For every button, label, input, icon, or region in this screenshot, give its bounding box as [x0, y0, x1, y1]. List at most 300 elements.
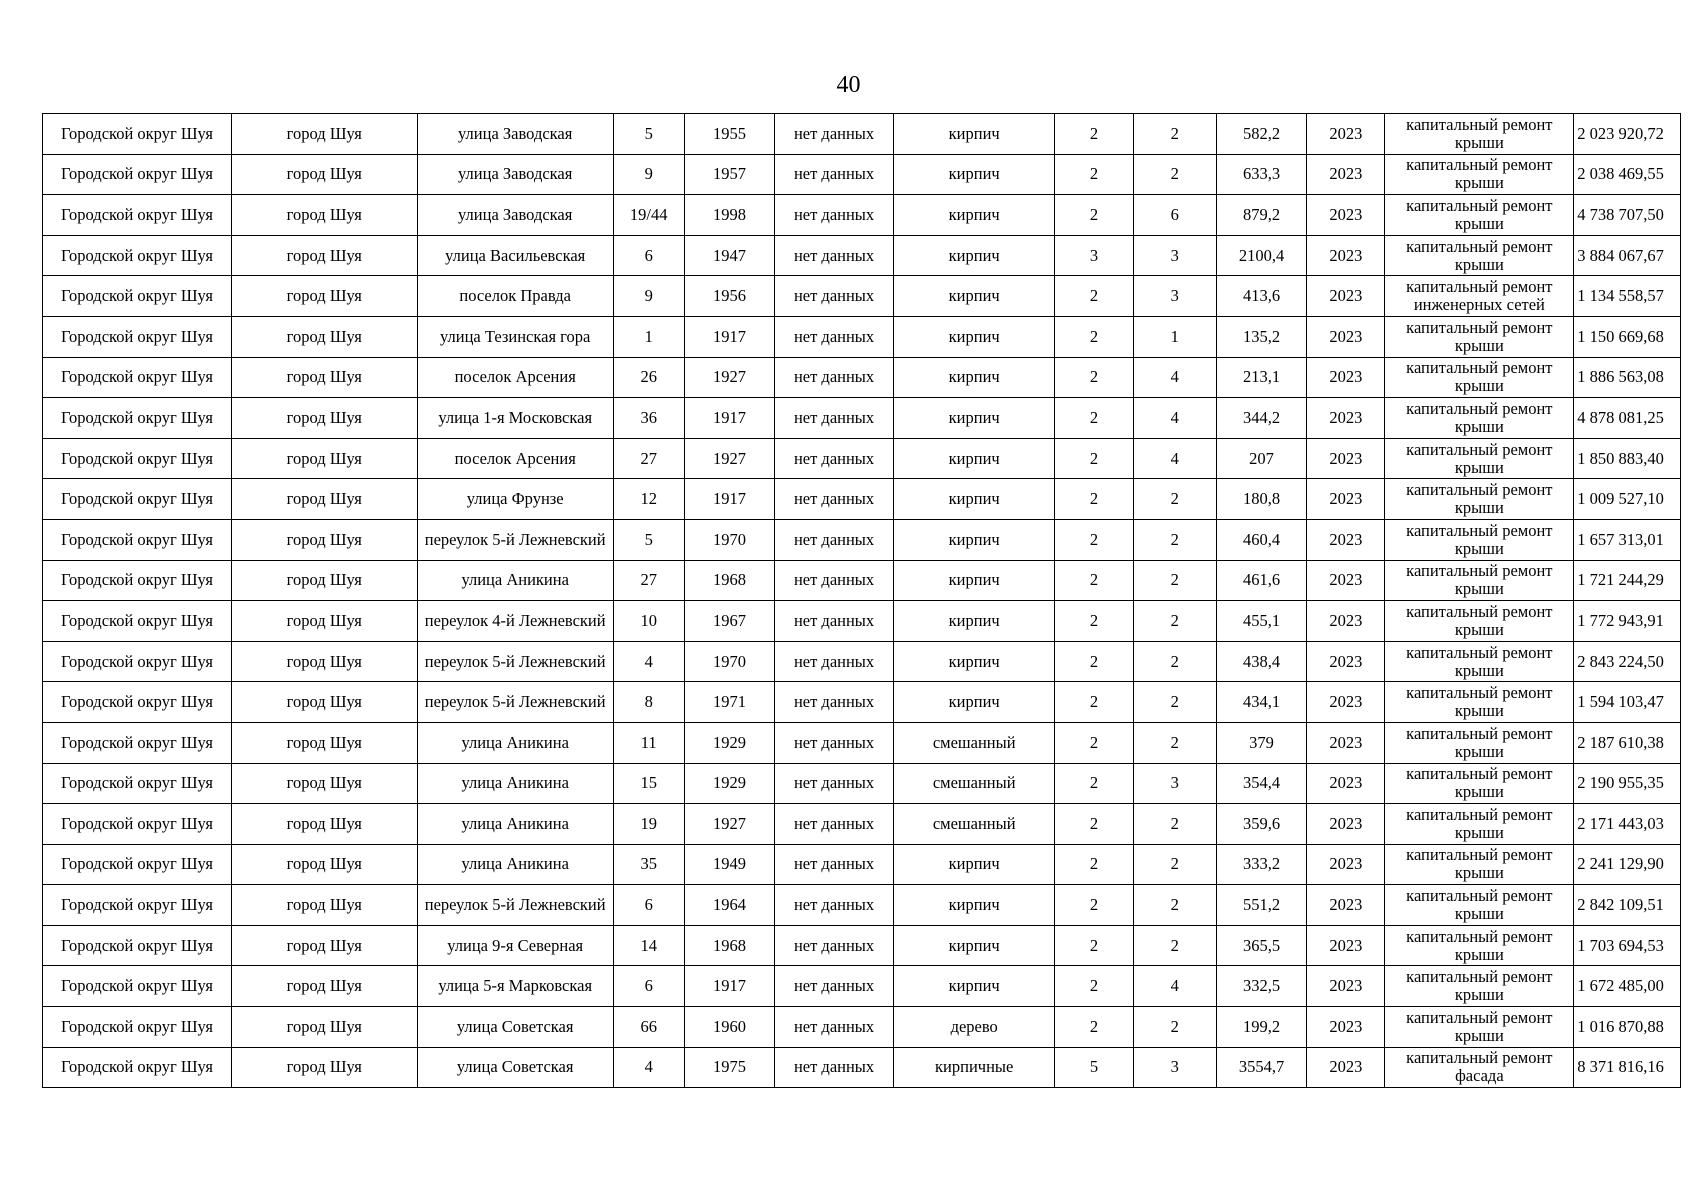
build-year-cell: 1917 — [684, 316, 774, 357]
district-cell: Городской округ Шуя — [43, 398, 232, 439]
locality-cell: город Шуя — [231, 154, 417, 195]
build-year-cell: 1971 — [684, 682, 774, 723]
build-year-cell: 1970 — [684, 519, 774, 560]
work-type-cell: капитальный ремонт крыши — [1385, 114, 1574, 155]
plan-year-cell: 2023 — [1307, 925, 1385, 966]
locality-cell: город Шуя — [231, 966, 417, 1007]
info-cell: нет данных — [775, 966, 894, 1007]
cost-cell: 1 703 694,53 — [1574, 925, 1681, 966]
house-number-cell: 5 — [613, 519, 684, 560]
street-cell: улица Советская — [417, 1007, 613, 1048]
table-row — [43, 438, 1681, 479]
entrances-cell: 2 — [1133, 479, 1216, 520]
table-row — [43, 844, 1681, 885]
cost-cell: 4 878 081,25 — [1574, 398, 1681, 439]
work-type-cell: капитальный ремонт крыши — [1385, 398, 1574, 439]
table-row — [43, 641, 1681, 682]
floors-cell: 2 — [1055, 885, 1133, 926]
house-number-cell: 8 — [613, 682, 684, 723]
wall-material-cell: кирпич — [893, 398, 1054, 439]
build-year-cell: 1929 — [684, 722, 774, 763]
street-cell: улица 9-я Северная — [417, 925, 613, 966]
plan-year-cell: 2023 — [1307, 519, 1385, 560]
locality-cell: город Шуя — [231, 479, 417, 520]
wall-material-cell: кирпич — [893, 641, 1054, 682]
table-row — [43, 601, 1681, 642]
locality-cell: город Шуя — [231, 804, 417, 845]
district-cell: Городской округ Шуя — [43, 844, 232, 885]
house-number-cell: 6 — [613, 235, 684, 276]
area-cell: 413,6 — [1216, 276, 1306, 317]
area-cell: 438,4 — [1216, 641, 1306, 682]
locality-cell: город Шуя — [231, 316, 417, 357]
plan-year-cell: 2023 — [1307, 1007, 1385, 1048]
floors-cell: 2 — [1055, 195, 1133, 236]
district-cell: Городской округ Шуя — [43, 885, 232, 926]
locality-cell: город Шуя — [231, 357, 417, 398]
wall-material-cell: кирпич — [893, 966, 1054, 1007]
street-cell: поселок Правда — [417, 276, 613, 317]
wall-material-cell: смешанный — [893, 763, 1054, 804]
housing-repair-table — [42, 113, 1681, 1088]
locality-cell: город Шуя — [231, 114, 417, 155]
entrances-cell: 2 — [1133, 804, 1216, 845]
cost-cell: 2 171 443,03 — [1574, 804, 1681, 845]
locality-cell: город Шуя — [231, 601, 417, 642]
build-year-cell: 1957 — [684, 154, 774, 195]
entrances-cell: 2 — [1133, 519, 1216, 560]
plan-year-cell: 2023 — [1307, 235, 1385, 276]
floors-cell: 5 — [1055, 1047, 1133, 1088]
street-cell: переулок 5-й Лежневский — [417, 682, 613, 723]
build-year-cell: 1968 — [684, 560, 774, 601]
house-number-cell: 27 — [613, 438, 684, 479]
entrances-cell: 2 — [1133, 601, 1216, 642]
floors-cell: 2 — [1055, 357, 1133, 398]
wall-material-cell: кирпич — [893, 195, 1054, 236]
entrances-cell: 3 — [1133, 1047, 1216, 1088]
area-cell: 199,2 — [1216, 1007, 1306, 1048]
locality-cell: город Шуя — [231, 235, 417, 276]
build-year-cell: 1970 — [684, 641, 774, 682]
area-cell: 2100,4 — [1216, 235, 1306, 276]
house-number-cell: 66 — [613, 1007, 684, 1048]
work-type-cell: капитальный ремонт крыши — [1385, 519, 1574, 560]
table-row — [43, 1007, 1681, 1048]
floors-cell: 2 — [1055, 398, 1133, 439]
table-row — [43, 1047, 1681, 1088]
floors-cell: 2 — [1055, 276, 1133, 317]
floors-cell: 2 — [1055, 641, 1133, 682]
work-type-cell: капитальный ремонт крыши — [1385, 438, 1574, 479]
entrances-cell: 2 — [1133, 560, 1216, 601]
build-year-cell: 1927 — [684, 804, 774, 845]
wall-material-cell: смешанный — [893, 804, 1054, 845]
table-row — [43, 316, 1681, 357]
table-row — [43, 885, 1681, 926]
entrances-cell: 2 — [1133, 1007, 1216, 1048]
plan-year-cell: 2023 — [1307, 114, 1385, 155]
cost-cell: 1 134 558,57 — [1574, 276, 1681, 317]
house-number-cell: 19/44 — [613, 195, 684, 236]
area-cell: 379 — [1216, 722, 1306, 763]
locality-cell: город Шуя — [231, 682, 417, 723]
build-year-cell: 1917 — [684, 479, 774, 520]
street-cell: улица Заводская — [417, 195, 613, 236]
table-row — [43, 276, 1681, 317]
floors-cell: 2 — [1055, 114, 1133, 155]
plan-year-cell: 2023 — [1307, 276, 1385, 317]
floors-cell: 2 — [1055, 438, 1133, 479]
locality-cell: город Шуя — [231, 195, 417, 236]
area-cell: 3554,7 — [1216, 1047, 1306, 1088]
house-number-cell: 4 — [613, 1047, 684, 1088]
info-cell: нет данных — [775, 763, 894, 804]
table-row — [43, 966, 1681, 1007]
table-row — [43, 804, 1681, 845]
info-cell: нет данных — [775, 641, 894, 682]
info-cell: нет данных — [775, 357, 894, 398]
plan-year-cell: 2023 — [1307, 763, 1385, 804]
locality-cell: город Шуя — [231, 844, 417, 885]
floors-cell: 2 — [1055, 844, 1133, 885]
street-cell: улица Аникина — [417, 722, 613, 763]
area-cell: 344,2 — [1216, 398, 1306, 439]
work-type-cell: капитальный ремонт фасада — [1385, 1047, 1574, 1088]
wall-material-cell: кирпич — [893, 235, 1054, 276]
street-cell: поселок Арсения — [417, 357, 613, 398]
floors-cell: 2 — [1055, 560, 1133, 601]
table-body — [43, 114, 1681, 1088]
info-cell: нет данных — [775, 195, 894, 236]
cost-cell: 1 150 669,68 — [1574, 316, 1681, 357]
house-number-cell: 35 — [613, 844, 684, 885]
street-cell: улица Аникина — [417, 804, 613, 845]
info-cell: нет данных — [775, 398, 894, 439]
work-type-cell: капитальный ремонт крыши — [1385, 235, 1574, 276]
work-type-cell: капитальный ремонт крыши — [1385, 925, 1574, 966]
entrances-cell: 3 — [1133, 276, 1216, 317]
locality-cell: город Шуя — [231, 438, 417, 479]
work-type-cell: капитальный ремонт крыши — [1385, 966, 1574, 1007]
locality-cell: город Шуя — [231, 398, 417, 439]
build-year-cell: 1917 — [684, 398, 774, 439]
wall-material-cell: кирпич — [893, 438, 1054, 479]
area-cell: 359,6 — [1216, 804, 1306, 845]
area-cell: 354,4 — [1216, 763, 1306, 804]
build-year-cell: 1927 — [684, 438, 774, 479]
street-cell: улица Фрунзе — [417, 479, 613, 520]
cost-cell: 1 016 870,88 — [1574, 1007, 1681, 1048]
district-cell: Городской округ Шуя — [43, 682, 232, 723]
wall-material-cell: кирпич — [893, 114, 1054, 155]
cost-cell: 4 738 707,50 — [1574, 195, 1681, 236]
street-cell: улица 1-я Московская — [417, 398, 613, 439]
info-cell: нет данных — [775, 560, 894, 601]
plan-year-cell: 2023 — [1307, 682, 1385, 723]
page-number: 40 — [836, 72, 861, 98]
house-number-cell: 36 — [613, 398, 684, 439]
floors-cell: 2 — [1055, 804, 1133, 845]
cost-cell: 1 772 943,91 — [1574, 601, 1681, 642]
floors-cell: 2 — [1055, 966, 1133, 1007]
entrances-cell: 3 — [1133, 235, 1216, 276]
build-year-cell: 1967 — [684, 601, 774, 642]
floors-cell: 2 — [1055, 925, 1133, 966]
house-number-cell: 11 — [613, 722, 684, 763]
info-cell: нет данных — [775, 1007, 894, 1048]
work-type-cell: капитальный ремонт крыши — [1385, 601, 1574, 642]
table-row — [43, 763, 1681, 804]
locality-cell: город Шуя — [231, 276, 417, 317]
wall-material-cell: кирпич — [893, 479, 1054, 520]
build-year-cell: 1956 — [684, 276, 774, 317]
house-number-cell: 15 — [613, 763, 684, 804]
area-cell: 460,4 — [1216, 519, 1306, 560]
plan-year-cell: 2023 — [1307, 154, 1385, 195]
area-cell: 633,3 — [1216, 154, 1306, 195]
area-cell: 180,8 — [1216, 479, 1306, 520]
build-year-cell: 1927 — [684, 357, 774, 398]
street-cell: улица Заводская — [417, 114, 613, 155]
district-cell: Городской округ Шуя — [43, 966, 232, 1007]
floors-cell: 2 — [1055, 316, 1133, 357]
floors-cell: 2 — [1055, 154, 1133, 195]
entrances-cell: 3 — [1133, 763, 1216, 804]
locality-cell: город Шуя — [231, 722, 417, 763]
plan-year-cell: 2023 — [1307, 641, 1385, 682]
floors-cell: 2 — [1055, 763, 1133, 804]
street-cell: улица Аникина — [417, 844, 613, 885]
plan-year-cell: 2023 — [1307, 357, 1385, 398]
entrances-cell: 4 — [1133, 438, 1216, 479]
locality-cell: город Шуя — [231, 763, 417, 804]
work-type-cell: капитальный ремонт крыши — [1385, 1007, 1574, 1048]
street-cell: улица Аникина — [417, 560, 613, 601]
cost-cell: 2 190 955,35 — [1574, 763, 1681, 804]
plan-year-cell: 2023 — [1307, 316, 1385, 357]
build-year-cell: 1975 — [684, 1047, 774, 1088]
house-number-cell: 27 — [613, 560, 684, 601]
street-cell: улица 5-я Марковская — [417, 966, 613, 1007]
info-cell: нет данных — [775, 601, 894, 642]
build-year-cell: 1998 — [684, 195, 774, 236]
plan-year-cell: 2023 — [1307, 560, 1385, 601]
street-cell: переулок 5-й Лежневский — [417, 519, 613, 560]
house-number-cell: 5 — [613, 114, 684, 155]
wall-material-cell: кирпичные — [893, 1047, 1054, 1088]
area-cell: 455,1 — [1216, 601, 1306, 642]
table-row — [43, 195, 1681, 236]
table-row — [43, 722, 1681, 763]
table-row — [43, 154, 1681, 195]
plan-year-cell: 2023 — [1307, 885, 1385, 926]
wall-material-cell: смешанный — [893, 722, 1054, 763]
cost-cell: 1 721 244,29 — [1574, 560, 1681, 601]
cost-cell: 2 038 469,55 — [1574, 154, 1681, 195]
plan-year-cell: 2023 — [1307, 601, 1385, 642]
table-row — [43, 235, 1681, 276]
table-row — [43, 479, 1681, 520]
area-cell: 434,1 — [1216, 682, 1306, 723]
work-type-cell: капитальный ремонт крыши — [1385, 154, 1574, 195]
table-row — [43, 114, 1681, 155]
area-cell: 135,2 — [1216, 316, 1306, 357]
info-cell: нет данных — [775, 885, 894, 926]
build-year-cell: 1960 — [684, 1007, 774, 1048]
house-number-cell: 12 — [613, 479, 684, 520]
build-year-cell: 1968 — [684, 925, 774, 966]
house-number-cell: 6 — [613, 966, 684, 1007]
build-year-cell: 1947 — [684, 235, 774, 276]
locality-cell: город Шуя — [231, 1047, 417, 1088]
district-cell: Городской округ Шуя — [43, 276, 232, 317]
house-number-cell: 10 — [613, 601, 684, 642]
work-type-cell: капитальный ремонт крыши — [1385, 885, 1574, 926]
plan-year-cell: 2023 — [1307, 479, 1385, 520]
wall-material-cell: кирпич — [893, 925, 1054, 966]
house-number-cell: 9 — [613, 276, 684, 317]
info-cell: нет данных — [775, 925, 894, 966]
cost-cell: 2 187 610,38 — [1574, 722, 1681, 763]
district-cell: Городской округ Шуя — [43, 804, 232, 845]
cost-cell: 1 594 103,47 — [1574, 682, 1681, 723]
info-cell: нет данных — [775, 276, 894, 317]
wall-material-cell: кирпич — [893, 276, 1054, 317]
cost-cell: 2 842 109,51 — [1574, 885, 1681, 926]
district-cell: Городской округ Шуя — [43, 479, 232, 520]
street-cell: переулок 5-й Лежневский — [417, 641, 613, 682]
entrances-cell: 2 — [1133, 844, 1216, 885]
entrances-cell: 1 — [1133, 316, 1216, 357]
street-cell: переулок 4-й Лежневский — [417, 601, 613, 642]
cost-cell: 2 241 129,90 — [1574, 844, 1681, 885]
entrances-cell: 4 — [1133, 398, 1216, 439]
plan-year-cell: 2023 — [1307, 438, 1385, 479]
wall-material-cell: кирпич — [893, 357, 1054, 398]
info-cell: нет данных — [775, 235, 894, 276]
area-cell: 365,5 — [1216, 925, 1306, 966]
house-number-cell: 26 — [613, 357, 684, 398]
district-cell: Городской округ Шуя — [43, 154, 232, 195]
plan-year-cell: 2023 — [1307, 195, 1385, 236]
wall-material-cell: кирпич — [893, 844, 1054, 885]
plan-year-cell: 2023 — [1307, 966, 1385, 1007]
street-cell: улица Советская — [417, 1047, 613, 1088]
build-year-cell: 1917 — [684, 966, 774, 1007]
district-cell: Городской округ Шуя — [43, 641, 232, 682]
entrances-cell: 2 — [1133, 682, 1216, 723]
cost-cell: 3 884 067,67 — [1574, 235, 1681, 276]
floors-cell: 2 — [1055, 722, 1133, 763]
locality-cell: город Шуя — [231, 925, 417, 966]
work-type-cell: капитальный ремонт крыши — [1385, 682, 1574, 723]
street-cell: улица Заводская — [417, 154, 613, 195]
entrances-cell: 2 — [1133, 114, 1216, 155]
entrances-cell: 2 — [1133, 154, 1216, 195]
district-cell: Городской округ Шуя — [43, 763, 232, 804]
plan-year-cell: 2023 — [1307, 1047, 1385, 1088]
street-cell: улица Аникина — [417, 763, 613, 804]
wall-material-cell: кирпич — [893, 519, 1054, 560]
table-row — [43, 357, 1681, 398]
plan-year-cell: 2023 — [1307, 398, 1385, 439]
info-cell: нет данных — [775, 438, 894, 479]
info-cell: нет данных — [775, 316, 894, 357]
house-number-cell: 14 — [613, 925, 684, 966]
info-cell: нет данных — [775, 1047, 894, 1088]
work-type-cell: капитальный ремонт крыши — [1385, 195, 1574, 236]
floors-cell: 2 — [1055, 1007, 1133, 1048]
build-year-cell: 1929 — [684, 763, 774, 804]
plan-year-cell: 2023 — [1307, 844, 1385, 885]
floors-cell: 2 — [1055, 519, 1133, 560]
district-cell: Городской округ Шуя — [43, 601, 232, 642]
work-type-cell: капитальный ремонт крыши — [1385, 804, 1574, 845]
floors-cell: 2 — [1055, 682, 1133, 723]
floors-cell: 2 — [1055, 601, 1133, 642]
wall-material-cell: кирпич — [893, 682, 1054, 723]
locality-cell: город Шуя — [231, 641, 417, 682]
work-type-cell: капитальный ремонт крыши — [1385, 722, 1574, 763]
cost-cell: 1 850 883,40 — [1574, 438, 1681, 479]
cost-cell: 2 843 224,50 — [1574, 641, 1681, 682]
work-type-cell: капитальный ремонт крыши — [1385, 844, 1574, 885]
table-row — [43, 925, 1681, 966]
info-cell: нет данных — [775, 682, 894, 723]
district-cell: Городской округ Шуя — [43, 235, 232, 276]
entrances-cell: 2 — [1133, 641, 1216, 682]
house-number-cell: 9 — [613, 154, 684, 195]
district-cell: Городской округ Шуя — [43, 316, 232, 357]
entrances-cell: 4 — [1133, 357, 1216, 398]
entrances-cell: 2 — [1133, 925, 1216, 966]
plan-year-cell: 2023 — [1307, 722, 1385, 763]
area-cell: 461,6 — [1216, 560, 1306, 601]
wall-material-cell: дерево — [893, 1007, 1054, 1048]
build-year-cell: 1964 — [684, 885, 774, 926]
build-year-cell: 1955 — [684, 114, 774, 155]
build-year-cell: 1949 — [684, 844, 774, 885]
wall-material-cell: кирпич — [893, 154, 1054, 195]
work-type-cell: капитальный ремонт крыши — [1385, 479, 1574, 520]
house-number-cell: 6 — [613, 885, 684, 926]
work-type-cell: капитальный ремонт крыши — [1385, 641, 1574, 682]
table-row — [43, 519, 1681, 560]
cost-cell: 1 009 527,10 — [1574, 479, 1681, 520]
table-row — [43, 398, 1681, 439]
area-cell: 333,2 — [1216, 844, 1306, 885]
area-cell: 582,2 — [1216, 114, 1306, 155]
floors-cell: 3 — [1055, 235, 1133, 276]
district-cell: Городской округ Шуя — [43, 925, 232, 966]
locality-cell: город Шуя — [231, 519, 417, 560]
info-cell: нет данных — [775, 804, 894, 845]
area-cell: 332,5 — [1216, 966, 1306, 1007]
table-row — [43, 560, 1681, 601]
district-cell: Городской округ Шуя — [43, 357, 232, 398]
district-cell: Городской округ Шуя — [43, 1047, 232, 1088]
info-cell: нет данных — [775, 519, 894, 560]
district-cell: Городской округ Шуя — [43, 195, 232, 236]
house-number-cell: 19 — [613, 804, 684, 845]
work-type-cell: капитальный ремонт крыши — [1385, 357, 1574, 398]
wall-material-cell: кирпич — [893, 560, 1054, 601]
cost-cell: 1 657 313,01 — [1574, 519, 1681, 560]
area-cell: 879,2 — [1216, 195, 1306, 236]
district-cell: Городской округ Шуя — [43, 438, 232, 479]
locality-cell: город Шуя — [231, 1007, 417, 1048]
